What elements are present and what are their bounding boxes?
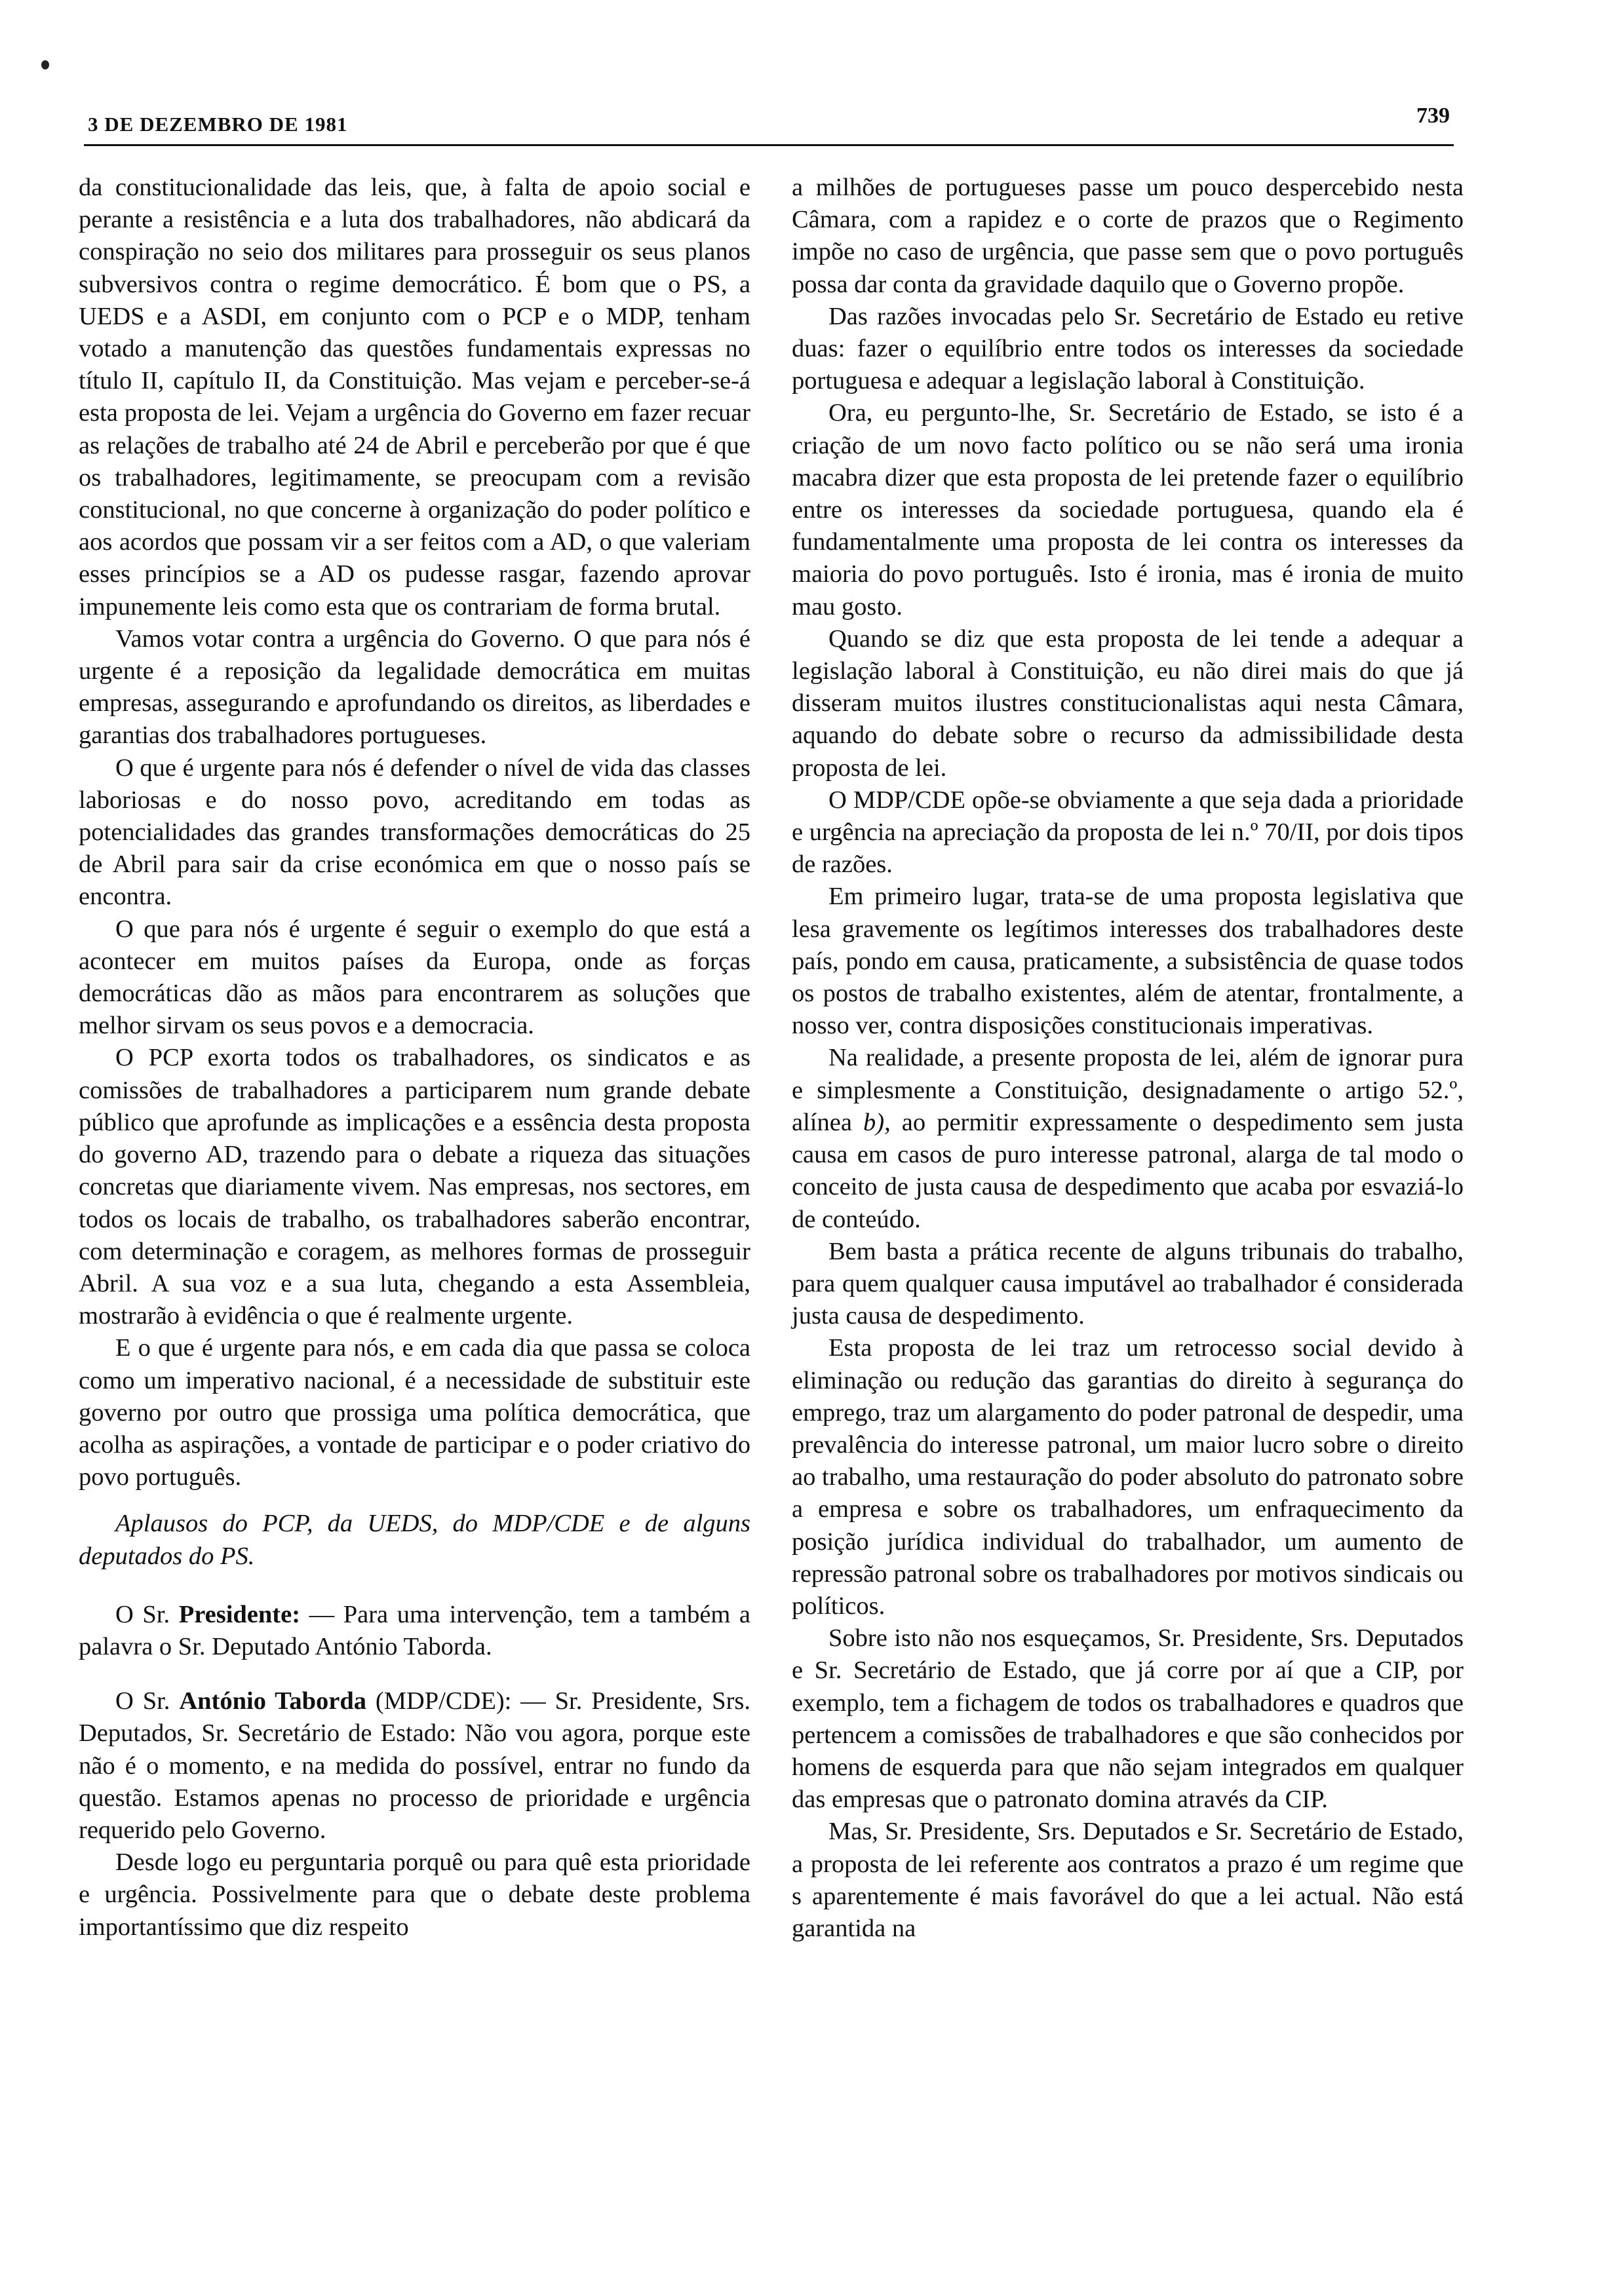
paragraph: Ora, eu pergunto-lhe, Sr. Secretário de Estado, se isto é a criação de um novo facto político ou se não será uma ironia macabra dizer que esta proposta de lei pretende fazer o equilíbrio entre os interesses da sociedade portuguesa, quando ela é fundamentalmente uma proposta de lei contra os interesses da maioria do povo português. Isto é ironia, mas é ironia de muito mau gosto. <box>792 399 1464 621</box>
text-run-italic: b), <box>863 1108 891 1136</box>
paragraph: O que para nós é urgente é seguir o exemplo do que está a acontecer em muitos países da Europa, onde as forças democráticas dão as mãos para encontrarem as soluções que melhor sirvam os seus povos e a democracia. <box>79 915 750 1040</box>
paragraph <box>792 1042 1464 1235</box>
speaker-text: (MDP/CDE): — Sr. Presidente, Srs. Deputados, Sr. Secretário de Estado: Não vou agora, porque este não é o momento, e na medida do possível, entrar no fundo da questão. Estamos apenas no processo de prioridade e urgência requerido pelo Governo. <box>79 1687 750 1844</box>
taborda-intervention <box>79 1685 750 1846</box>
header-date: 3 DE DEZEMBRO DE 1981 <box>88 113 348 136</box>
right-column <box>792 172 1464 1945</box>
speaker-name: António Taborda <box>179 1687 366 1715</box>
speaker-text: — Para uma intervenção, tem a também a palavra o Sr. Deputado António Taborda. <box>79 1600 751 1660</box>
page-number: 739 <box>1416 104 1450 128</box>
paragraph: Quando se diz que esta proposta de lei tende a adequar a legislação laboral à Constituição, eu não direi mais do que já disseram muitos ilustres constitucionalistas aqui nesta Câmara, aquando do debate sobre o recurso da admissibilidade desta proposta de lei. <box>792 624 1464 782</box>
applause-note: Aplausos do PCP, da UEDS, do MDP/CDE e de alguns deputados do PS. <box>79 1510 750 1570</box>
paragraph: O MDP/CDE opõe-se obviamente a que seja dada a prioridade e urgência na apreciação da proposta de lei n.º 70/II, por dois tipos de razões. <box>792 786 1464 879</box>
text-run: ao permitir expressamente o despedimento sem justa causa em casos de puro interesse patronal, alarga de tal modo o conceito de justa causa de despedimento que acaba por esvaziá-lo de conteúdo. <box>792 1108 1464 1233</box>
scan-mark <box>41 60 49 69</box>
paragraph: a milhões de portugueses passe um pouco despercebido nesta Câmara, com a rapidez e o corte de prazos que o Regimento impõe no caso de urgência, que passe sem que o povo português possa dar conta da gravidade daquilo que o Governo propõe. <box>792 174 1464 298</box>
paragraph: O que é urgente para nós é defender o nível de vida das classes laboriosas e do nosso povo, acreditando em todas as potencialidades das grandes transformações democráticas do 25 de Abril para sair da crise económica em que o nosso país se encontra. <box>79 754 750 911</box>
speaker-prefix: O Sr. <box>115 1600 170 1628</box>
paragraph: Vamos votar contra a urgência do Governo. O que para nós é urgente é a reposição da legalidade democrática em muitas empresas, assegurando e aprofundando os direitos, as liberdades e garantias dos trabalhadores portugueses. <box>79 624 750 750</box>
paragraph: da constitucionalidade das leis, que, à falta de apoio social e perante a resistência e a luta dos trabalhadores, não abdicará da conspiração no seio dos militares para prosseguir os seus planos subversivos contra o regime democrático. É bom que o PS, a UEDS e a ASDI, em conjunto com o PCP e o MDP, tenham votado a manutenção das questões fundamentais expressas no título II, capítulo II, da Constituição. Mas vejam e perceber-se-á esta proposta de lei. Vejam a urgência do Governo em fazer recuar as relações de trabalho até 24 de Abril e perceberão por que é que os trabalhadores, legitimamente, se preocupam com a revisão constitucional, no que concerne à organização do poder político e aos acordos que possam vir a ser feitos com a AD, o que valeriam esses princípios se a AD os pudesse rasgar, fazendo aprovar impunemente leis como esta que os contrariam de forma brutal. <box>79 174 750 621</box>
paragraph: E o que é urgente para nós, e em cada dia que passa se coloca como um imperativo nacional, é a necessidade de substituir este governo por outro que prossiga uma política democrática, que acolha as aspirações, a vontade de participar e o poder criativo do povo português. <box>79 1334 750 1491</box>
speaker-name: Presidente: <box>178 1600 301 1628</box>
speaker-prefix: O Sr. <box>115 1687 170 1715</box>
paragraph: Em primeiro lugar, trata-se de uma proposta legislativa que lesa gravemente os legítimos interesses dos trabalhadores deste país, pondo em causa, praticamente, a subsistência de quase todos os postos de trabalho existentes, além de atentar, frontalmente, a nosso ver, contra disposições constitucionais imperativas. <box>792 883 1464 1040</box>
paragraph: Mas, Sr. Presidente, Srs. Deputados e Sr. Secretário de Estado, a proposta de lei referente aos contratos a prazo é um regime que s aparentemente é mais favorável do que a lei actual. Não está garantida na <box>792 1818 1464 1942</box>
text-run: Na realidade, a presente proposta de lei, além de ignorar pura e simplesmente a Constituição, designadamente o artigo 52.º, alínea <box>792 1044 1464 1136</box>
page-header <box>84 92 1454 146</box>
paragraph: Sobre isto não nos esqueçamos, Sr. Presidente, Srs. Deputados e Sr. Secretário de Estado, que já corre por aí que a CIP, por exemplo, tem a fichagem de todos os trabalhadores e quadros que pertencem a comissões de trabalhadores e que são conhecidos por homens de esquerda para que não sejam integrados em qualquer das empresas que o patronato domina através da CIP. <box>792 1624 1464 1814</box>
left-column <box>79 172 750 1943</box>
paragraph: Das razões invocadas pelo Sr. Secretário de Estado eu retive duas: fazer o equilíbrio entre todos os interesses da sociedade portuguesa e adequar a legislação laboral à Constituição. <box>792 302 1464 395</box>
paragraph: Desde logo eu perguntaria porquê ou para quê esta prioridade e urgência. Possivelmente para que o debate deste problema importantíssimo que diz respeito <box>79 1848 750 1941</box>
paragraph: Esta proposta de lei traz um retrocesso social devido à eliminação ou redução das garantias do direito à segurança do emprego, traz um alargamento do poder patronal de despedir, uma prevalência do interesse patronal, um maior lucro sobre o direito ao trabalho, uma restauração do poder absoluto do patronato sobre a empresa e sobre os trabalhadores, um enfraquecimento da posição jurídica individual do trabalhador, um aumento de repressão patronal sobre os trabalhadores por motivos sindicais ou políticos. <box>792 1334 1464 1620</box>
paragraph: Bem basta a prática recente de alguns tribunais do trabalho, para quem qualquer causa imputável ao trabalhador é considerada justa causa de despedimento. <box>792 1237 1464 1330</box>
president-intervention <box>79 1599 750 1663</box>
paragraph: O PCP exorta todos os trabalhadores, os sindicatos e as comissões de trabalhadores a participarem num grande debate público que aprofunde as implicações e a essência desta proposta do governo AD, trazendo para o debate a riqueza das situações concretas que diariamente vivem. Nas empresas, nos sectores, em todos os locais de trabalho, os trabalhadores saberão encontrar, com determinação e coragem, as melhores formas de prosseguir Abril. A sua voz e a sua luta, chegando a esta Assembleia, mostrarão à evidência o que é realmente urgente. <box>79 1044 750 1330</box>
